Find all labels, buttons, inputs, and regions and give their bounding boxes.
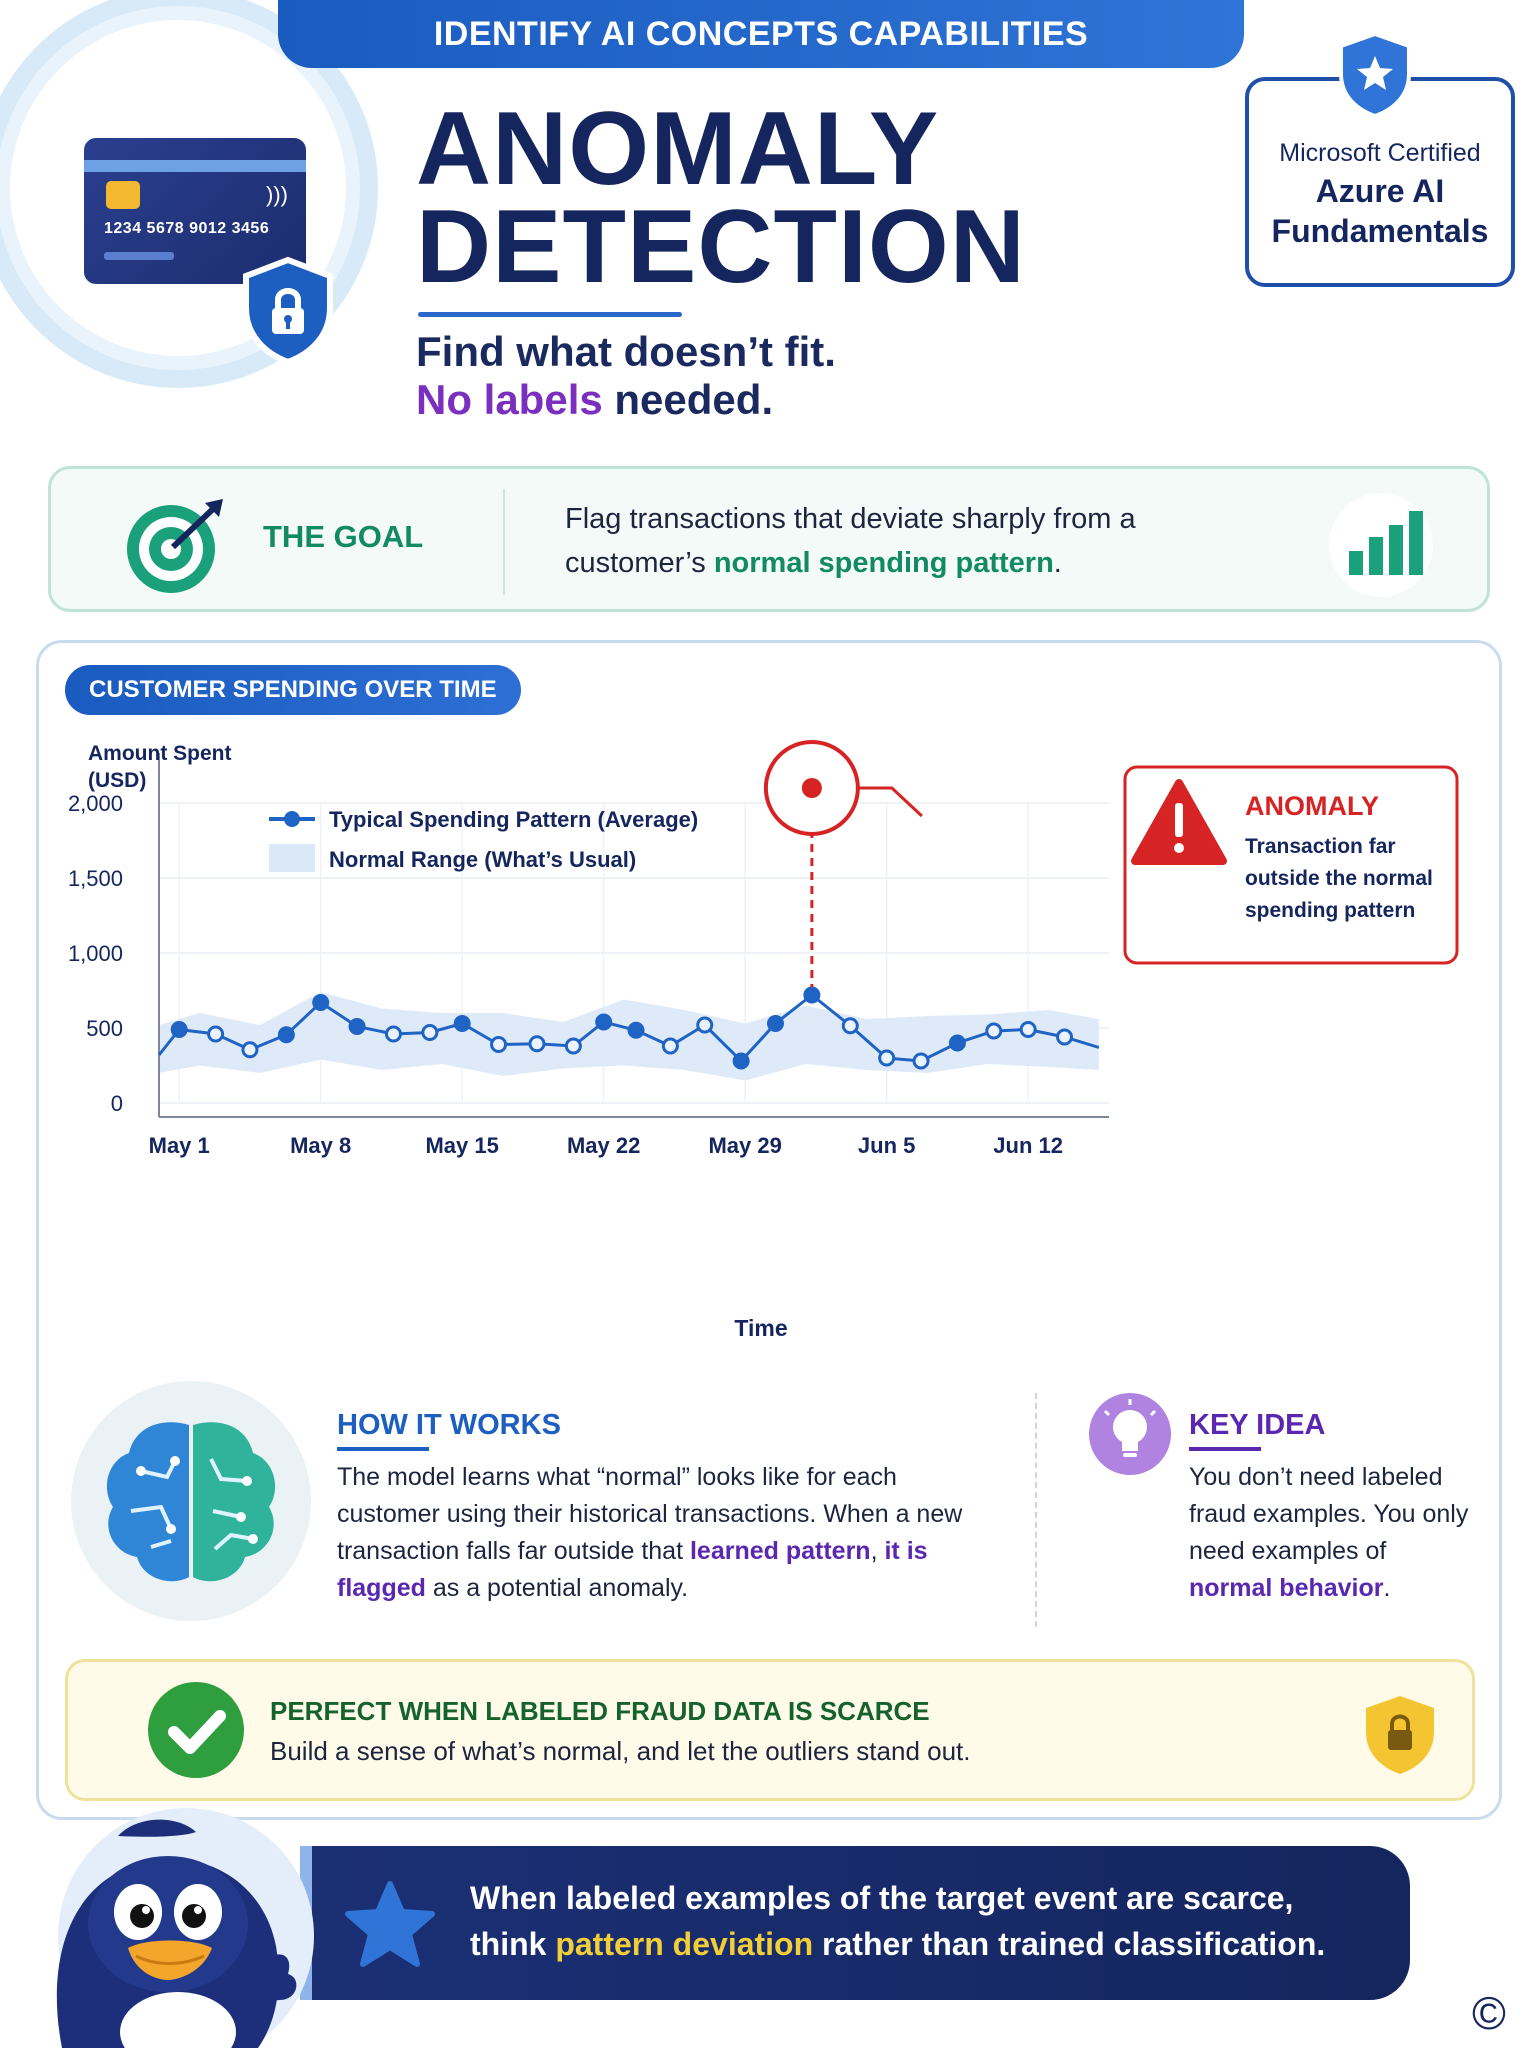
target-icon bbox=[121, 495, 231, 595]
copyright-symbol: © bbox=[1472, 1987, 1506, 2039]
chart-section-pill: CUSTOMER SPENDING OVER TIME bbox=[65, 665, 521, 715]
data-point bbox=[350, 1020, 364, 1034]
lock-shield-icon bbox=[1360, 1692, 1440, 1776]
brain-icon bbox=[71, 1381, 311, 1621]
anomaly-title: ANOMALY bbox=[1245, 791, 1380, 821]
goal-chart-badge bbox=[1329, 493, 1433, 597]
y-tick-labels bbox=[68, 791, 123, 1116]
title-underline bbox=[418, 312, 682, 317]
y-tick-label: 1,500 bbox=[67, 866, 123, 891]
legend-point-swatch bbox=[284, 811, 300, 827]
data-point bbox=[987, 1024, 1001, 1038]
page-title bbox=[416, 91, 1026, 305]
y-axis-label-line-2: (USD) bbox=[88, 769, 147, 792]
tagline-1: Find what doesn’t fit. bbox=[416, 328, 836, 375]
perfect-when-panel bbox=[65, 1659, 1475, 1801]
tagline-2 bbox=[416, 376, 773, 424]
how-highlight-flagged: it is flagged bbox=[337, 1537, 928, 1602]
anomaly-line-3: spending pattern bbox=[1245, 899, 1416, 922]
data-point bbox=[279, 1028, 293, 1042]
data-point bbox=[734, 1054, 748, 1068]
banner-line-2: think pattern deviation rather than trained classification. bbox=[470, 1926, 1326, 1962]
anomaly-dot bbox=[802, 778, 822, 798]
cert-line-2: Azure AI bbox=[1315, 173, 1445, 209]
how-highlight-learned: learned pattern bbox=[689, 1537, 871, 1565]
x-tick-label: May 29 bbox=[708, 1133, 782, 1158]
data-point bbox=[455, 1017, 469, 1031]
data-point bbox=[172, 1023, 186, 1037]
data-point bbox=[768, 1017, 782, 1031]
column-divider bbox=[1035, 1393, 1037, 1627]
data-point bbox=[1058, 1030, 1072, 1044]
perfect-text: Build a sense of what’s normal, and let the outliers stand out. bbox=[270, 1736, 971, 1766]
y-axis-label-line-1: Amount Spent bbox=[88, 742, 232, 765]
y-tick-label: 2,000 bbox=[67, 791, 123, 816]
how-it-works-title: HOW IT WORKS bbox=[337, 1409, 561, 1441]
anomaly-leader-line bbox=[858, 788, 922, 816]
cert-line-3: Fundamentals bbox=[1271, 213, 1489, 249]
data-point bbox=[530, 1037, 544, 1051]
x-tick-label: May 15 bbox=[425, 1133, 499, 1158]
key-idea-underline bbox=[1189, 1447, 1261, 1451]
anomaly-line-1: Transaction far bbox=[1245, 835, 1396, 858]
y-tick-label: 500 bbox=[86, 1016, 123, 1041]
card-chip-icon bbox=[106, 181, 140, 209]
cert-line-1: Microsoft Certified bbox=[1279, 139, 1481, 167]
penguin-mascot bbox=[26, 1796, 316, 2048]
data-point bbox=[629, 1023, 643, 1037]
tagline-highlight: No labels bbox=[416, 376, 603, 423]
data-point bbox=[597, 1015, 611, 1029]
how-it-works-underline bbox=[337, 1447, 429, 1451]
legend-item-range: Normal Range (What’s Usual) bbox=[329, 847, 637, 872]
data-point bbox=[663, 1039, 677, 1053]
certification-badge-icon bbox=[1335, 30, 1415, 120]
contactless-icon: ))) bbox=[266, 182, 288, 207]
x-tick-label: Jun 5 bbox=[857, 1133, 916, 1158]
data-point bbox=[880, 1051, 894, 1065]
checkmark-icon bbox=[148, 1682, 244, 1778]
data-point bbox=[492, 1038, 506, 1052]
y-tick-label: 1,000 bbox=[67, 941, 123, 966]
goal-label: THE GOAL bbox=[263, 519, 424, 554]
data-point bbox=[698, 1018, 712, 1032]
bar-chart-icon bbox=[1329, 493, 1433, 597]
legend-band-swatch bbox=[269, 844, 315, 872]
x-tick-label: May 22 bbox=[566, 1133, 641, 1158]
y-tick-label: 0 bbox=[110, 1091, 123, 1116]
key-highlight: normal behavior bbox=[1189, 1574, 1384, 1602]
tagline-rest: needed. bbox=[602, 376, 774, 423]
shield-lock-icon bbox=[238, 256, 338, 366]
lightbulb-badge bbox=[1089, 1393, 1171, 1475]
card-number: 1234 5678 9012 3456 bbox=[104, 220, 270, 237]
takeaway-banner bbox=[312, 1846, 1410, 2000]
lightbulb-icon bbox=[1089, 1393, 1171, 1475]
goal-highlight: normal spending pattern bbox=[713, 547, 1054, 579]
data-point bbox=[843, 1019, 857, 1033]
spending-chart bbox=[39, 643, 1505, 1363]
x-tick-label: May 8 bbox=[290, 1133, 352, 1158]
x-axis-label: Time bbox=[734, 1315, 788, 1341]
main-panel bbox=[36, 640, 1502, 1820]
data-point bbox=[950, 1036, 964, 1050]
data-point bbox=[914, 1054, 928, 1068]
banner-line-1: When labeled examples of the target event are scarce, bbox=[470, 1880, 1294, 1916]
data-point bbox=[423, 1026, 437, 1040]
perfect-title: PERFECT WHEN LABELED FRAUD DATA IS SCARCE bbox=[270, 1696, 930, 1726]
data-point bbox=[566, 1039, 580, 1053]
data-point bbox=[386, 1027, 400, 1041]
banner-highlight: pattern deviation bbox=[555, 1926, 814, 1962]
data-point bbox=[1021, 1023, 1035, 1037]
data-point bbox=[209, 1027, 223, 1041]
data-point bbox=[805, 988, 819, 1002]
brain-badge bbox=[71, 1381, 311, 1621]
goal-panel bbox=[48, 466, 1490, 612]
anomaly-line-2: outside the normal bbox=[1245, 867, 1433, 890]
goal-text: Flag transactions that deviate sharply from a customer’s normal spending pattern. bbox=[565, 503, 1136, 579]
how-it-works-text: The model learns what “normal” looks like for each customer using their historical transactions. When a new transaction falls far outside that learned pattern, it is flagged as a potential anomaly. bbox=[337, 1463, 963, 1602]
title-line-2: DETECTION bbox=[416, 189, 1026, 305]
star-icon bbox=[344, 1880, 436, 1970]
key-idea-text: You don’t need labeled fraud examples. You only need examples of normal behavior. bbox=[1189, 1463, 1469, 1602]
top-ribbon: IDENTIFY AI CONCEPTS CAPABILITIES bbox=[278, 0, 1244, 68]
x-tick-labels bbox=[149, 1133, 1063, 1158]
x-tick-label: May 1 bbox=[148, 1133, 210, 1158]
key-idea-title: KEY IDEA bbox=[1189, 1409, 1326, 1441]
checkmark-badge bbox=[148, 1682, 244, 1778]
legend-item-average: Typical Spending Pattern (Average) bbox=[329, 807, 699, 832]
data-point bbox=[243, 1043, 257, 1057]
x-tick-label: Jun 12 bbox=[993, 1133, 1064, 1158]
data-point bbox=[314, 996, 328, 1010]
goal-divider bbox=[503, 489, 505, 595]
title-line-1: ANOMALY bbox=[416, 91, 940, 207]
